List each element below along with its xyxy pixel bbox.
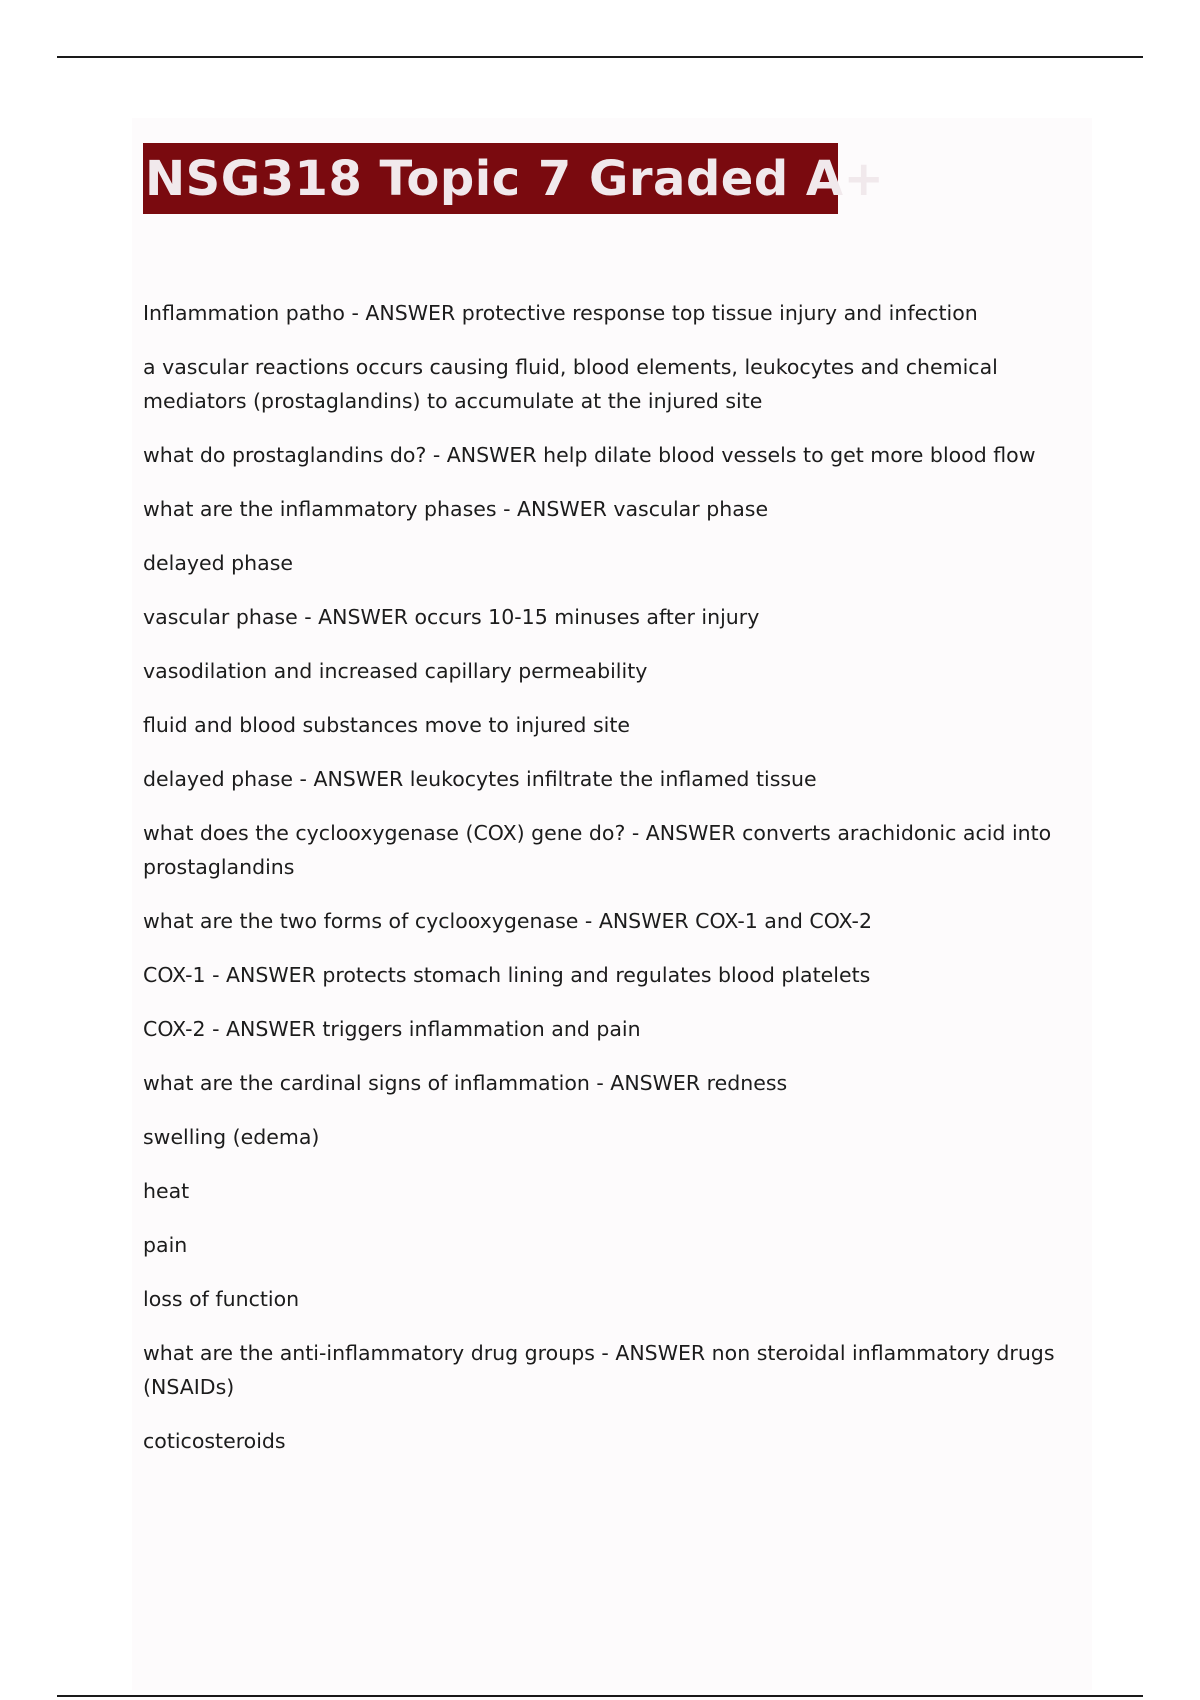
qa-entry: COX-2 - ANSWER triggers inflammation and pain <box>143 1017 641 1041</box>
top-divider <box>57 56 1143 58</box>
qa-entry: delayed phase - ANSWER leukocytes infiltrate the inflamed tissue <box>143 767 817 791</box>
qa-entry: what are the cardinal signs of inflammation - ANSWER redness <box>143 1071 788 1095</box>
qa-entry: loss of function <box>143 1287 300 1311</box>
qa-entry: Inflammation patho - ANSWER protective response top tissue injury and infection <box>143 301 978 325</box>
qa-entry: heat <box>143 1179 190 1203</box>
qa-entry: what are the two forms of cyclooxygenase - ANSWER COX-1 and COX-2 <box>143 909 872 933</box>
qa-entry: what are the anti-inflammatory drug groups - ANSWER non steroidal inflammatory drugs (NSAIDs) <box>143 1341 1055 1399</box>
qa-entry: coticosteroids <box>143 1429 286 1453</box>
document-title: NSG318 Topic 7 Graded A+ <box>145 150 885 207</box>
qa-entry: vascular phase - ANSWER occurs 10-15 minuses after injury <box>143 605 760 629</box>
qa-entry: what does the cyclooxygenase (COX) gene do? - ANSWER converts arachidonic acid into prostaglandins <box>143 821 1052 879</box>
qa-entry: swelling (edema) <box>143 1125 320 1149</box>
title-banner <box>143 143 885 214</box>
qa-entry: pain <box>143 1233 188 1257</box>
qa-entry: what do prostaglandins do? - ANSWER help dilate blood vessels to get more blood flow <box>143 443 1036 467</box>
qa-entry: what are the inflammatory phases - ANSWER vascular phase <box>143 497 769 521</box>
qa-entry: COX-1 - ANSWER protects stomach lining and regulates blood platelets <box>143 963 871 987</box>
bottom-divider <box>57 1695 1143 1697</box>
document-body <box>143 296 1093 1478</box>
qa-entry: a vascular reactions occurs causing fluid, blood elements, leukocytes and chemical mediators (prostaglandins) to accumulate at the injured site <box>143 355 998 413</box>
qa-entry: delayed phase <box>143 551 294 575</box>
qa-entry: vasodilation and increased capillary permeability <box>143 659 648 683</box>
qa-entry: fluid and blood substances move to injured site <box>143 713 630 737</box>
